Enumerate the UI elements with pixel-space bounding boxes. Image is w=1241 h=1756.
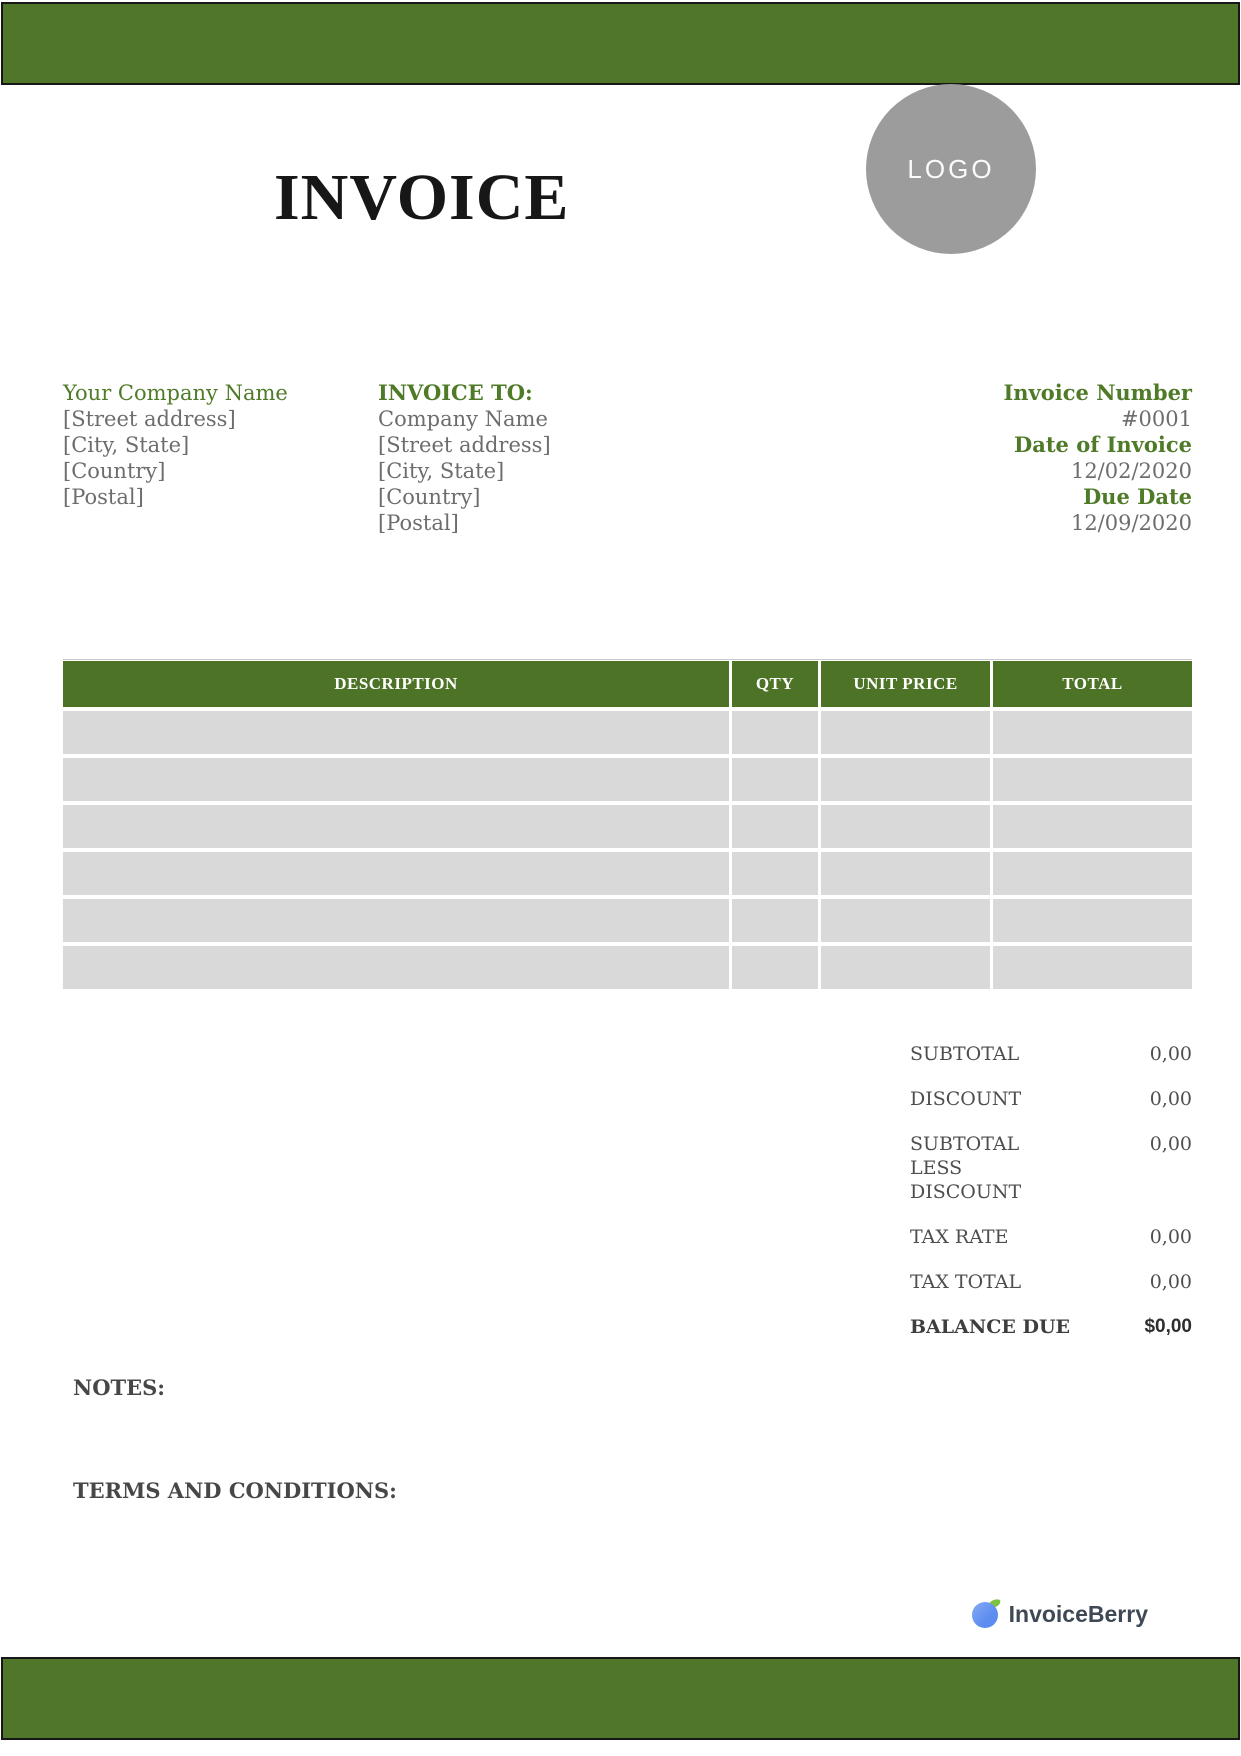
tax-total-row	[910, 1270, 1192, 1294]
bill-to-line: [Country]	[378, 485, 481, 509]
balance-due-row	[910, 1315, 1192, 1339]
berry-circle-icon	[972, 1602, 998, 1628]
company-address-line: [Street address]	[63, 407, 236, 431]
notes-heading: NOTES:	[73, 1375, 166, 1400]
column-header-total: TOTAL	[993, 661, 1192, 707]
company-address-line: [City, State]	[63, 433, 190, 457]
table-cell	[821, 852, 990, 895]
bill-to-info	[378, 380, 862, 536]
table-cell	[732, 758, 818, 801]
table-cell	[821, 946, 990, 989]
subtotal-row	[910, 1042, 1192, 1066]
table-cell	[63, 852, 729, 895]
subtotal-label: SUBTOTAL	[910, 1043, 1020, 1065]
discount-label: DISCOUNT	[910, 1088, 1022, 1110]
totals-section	[910, 1042, 1192, 1360]
logo-placeholder-text: LOGO	[907, 153, 995, 184]
balance-due-value: $0,00	[1144, 1316, 1192, 1337]
column-header-qty: QTY	[732, 661, 818, 707]
invoice-number-value: #0001	[1120, 407, 1192, 431]
line-items-table	[63, 659, 1192, 989]
bill-to-heading: INVOICE TO:	[378, 380, 533, 405]
table-row	[63, 899, 1192, 942]
table-cell	[63, 805, 729, 848]
invoice-date-value: 12/02/2020	[1070, 459, 1192, 483]
table-row	[63, 805, 1192, 848]
table-cell	[63, 758, 729, 801]
table-cell	[993, 711, 1192, 754]
table-cell	[732, 946, 818, 989]
table-header-row	[63, 661, 1192, 707]
table-cell	[63, 711, 729, 754]
balance-due-label: BALANCE DUE	[910, 1316, 1071, 1338]
table-cell	[821, 899, 990, 942]
bill-to-line: [City, State]	[378, 459, 505, 483]
table-cell	[993, 758, 1192, 801]
invoice-number-label: Invoice Number	[1003, 380, 1192, 405]
terms-heading: TERMS AND CONDITIONS:	[73, 1478, 397, 1503]
table-cell	[732, 899, 818, 942]
bill-to-line: [Street address]	[378, 433, 551, 457]
table-row	[63, 758, 1192, 801]
invoiceberry-branding	[972, 1600, 1148, 1628]
tax-rate-label: TAX RATE	[910, 1226, 1009, 1248]
invoice-info-row	[63, 380, 1192, 536]
company-name: Your Company Name	[63, 381, 288, 405]
column-header-unit-price: UNIT PRICE	[821, 661, 990, 707]
tax-rate-row	[910, 1225, 1192, 1249]
table-body	[63, 711, 1192, 989]
table-cell	[993, 805, 1192, 848]
company-address-line: [Country]	[63, 459, 166, 483]
bill-to-line: Company Name	[378, 407, 548, 431]
subtotal-value: 0,00	[1149, 1043, 1192, 1065]
discount-row	[910, 1087, 1192, 1111]
table-cell	[732, 852, 818, 895]
table-row	[63, 711, 1192, 754]
column-header-description: DESCRIPTION	[63, 661, 729, 707]
due-date-label: Due Date	[1082, 484, 1192, 509]
table-cell	[993, 899, 1192, 942]
page-title: INVOICE	[274, 161, 570, 234]
top-accent-bar	[1, 2, 1240, 85]
table-cell	[821, 711, 990, 754]
due-date-value: 12/09/2020	[1070, 511, 1192, 535]
table-cell	[993, 946, 1192, 989]
table-cell	[63, 946, 729, 989]
discount-value: 0,00	[1149, 1088, 1192, 1110]
company-address-line: [Postal]	[63, 485, 144, 509]
subtotal-less-discount-label: SUBTOTAL LESS DISCOUNT	[910, 1133, 1022, 1203]
tax-total-label: TAX TOTAL	[910, 1271, 1022, 1293]
tax-total-value: 0,00	[1149, 1271, 1192, 1293]
invoice-date-label: Date of Invoice	[1014, 432, 1192, 457]
table-cell	[732, 711, 818, 754]
logo-placeholder	[866, 84, 1036, 254]
tax-rate-value: 0,00	[1149, 1226, 1192, 1248]
table-cell	[821, 758, 990, 801]
invoiceberry-berry-icon	[972, 1600, 1000, 1628]
subtotal-less-discount-value: 0,00	[1149, 1133, 1192, 1155]
table-cell	[732, 805, 818, 848]
subtotal-less-discount-row	[910, 1132, 1192, 1204]
table-cell	[63, 899, 729, 942]
table-row	[63, 946, 1192, 989]
bill-to-line: [Postal]	[378, 511, 459, 535]
table-cell	[993, 852, 1192, 895]
table-cell	[821, 805, 990, 848]
bottom-accent-bar	[1, 1657, 1240, 1740]
invoiceberry-wordmark: InvoiceBerry	[1008, 1600, 1148, 1627]
table-row	[63, 852, 1192, 895]
invoice-meta	[862, 380, 1192, 536]
company-info	[63, 380, 378, 536]
